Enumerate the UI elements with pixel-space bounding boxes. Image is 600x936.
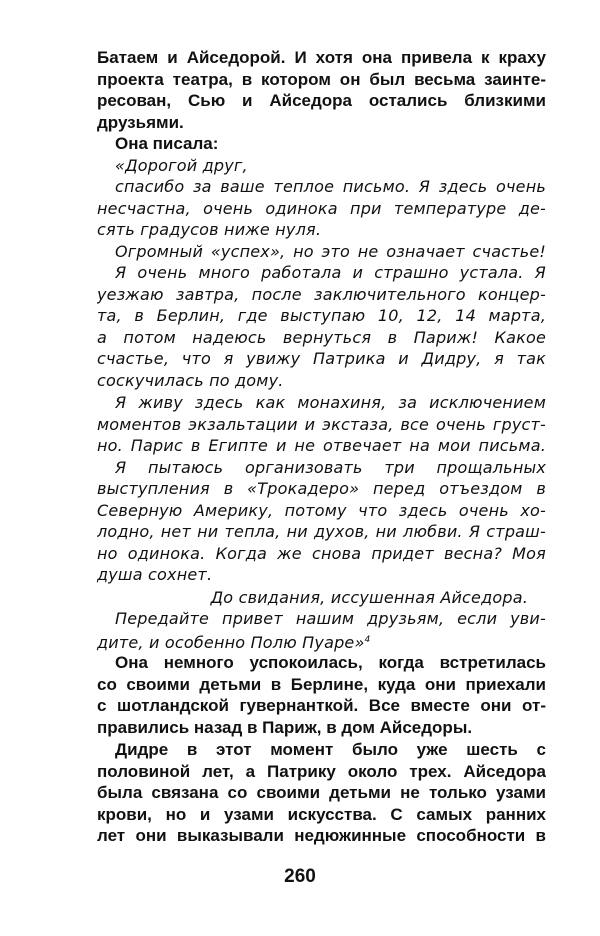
text-line: ресован, Сью и Айседора остались близкими — [97, 91, 546, 110]
letter-line: счастье, что я увижу Патрика и Дидру, я так — [97, 349, 546, 368]
text-line: Она писала: — [115, 134, 219, 153]
text-line: правились назад в Париж, в дом Айседоры. — [97, 717, 473, 737]
letter-line: но. Парис в Египте и не отвечает на мои письма. — [97, 436, 546, 455]
letter-line: а потом надеюсь вернуться в Париж! Какое — [97, 327, 546, 347]
text-line: лет они выказывали недюжинные способности в — [97, 826, 546, 845]
letter-line: несчастна, очень одинока при температуре де- — [97, 198, 546, 218]
text-line: проекта театра, в котором он был весьма заинте- — [97, 69, 546, 89]
text-line: Батаем и Айседорой. И хотя она привела к краху — [97, 48, 546, 67]
text-line: была связана со своими детьми не только узами — [97, 783, 546, 802]
page-number: 260 — [284, 866, 316, 887]
letter-line: сять градусов ниже нуля. — [97, 220, 322, 239]
text-line: половиной лет, а Патрику около трех. Айседора — [97, 761, 546, 781]
letter-line: соскучилась по дому. — [97, 370, 284, 390]
letter-line: Я живу здесь как монахиня, за исключением — [115, 393, 546, 412]
letter-line: «Дорогой друг, — [115, 155, 248, 175]
letter-line: Огромный «успех», но это не означает счастье! — [115, 241, 546, 261]
text-line: со своими детьми в Берлине, куда они приехали — [97, 674, 546, 694]
letter-line: Северную Америку, потому что здесь очень хо- — [97, 500, 546, 520]
letter-line: моментов экзальтации и экстаза, все очень груст- — [97, 414, 546, 434]
letter-line: лодно, нет ни тепла, ни духов, ни любви. Я страш- — [97, 522, 546, 541]
page-text — [97, 47, 546, 847]
letter-line — [97, 630, 546, 652]
letter-line: но одинока. Когда же снова придет весна? Моя — [97, 543, 546, 563]
letter-line: та, в Берлин, где выступаю 10, 12, 14 марта, — [97, 306, 546, 325]
letter-line: Я пытаюсь организовать три прощальных — [115, 457, 546, 477]
text-line: с шотландской гувернанткой. Все вместе они от- — [97, 696, 546, 715]
text-line: друзьями. — [97, 112, 184, 132]
letter-signature: До свидания, иссушенная Айседора. — [210, 587, 528, 607]
letter-line: уезжаю завтра, после заключительного концер- — [97, 284, 546, 304]
letter-line-text: дите, и особенно Полю Пуаре» — [97, 632, 365, 652]
letter-line: спасибо за ваше теплое письмо. Я здесь очень — [115, 177, 546, 196]
letter-line: душа сохнет. — [97, 565, 213, 584]
letter-line: Передайте привет нашим друзьям, если уви- — [115, 609, 546, 628]
footnote-mark: 4 — [364, 634, 371, 645]
letter-line: выступления в «Трокадеро» перед отъездом в — [97, 479, 546, 498]
letter-line: Я очень много работала и страшно устала. Я — [115, 263, 546, 282]
text-line: Дидре в этот момент было уже шесть с — [115, 740, 546, 759]
text-line: Она немного успокоилась, когда встретилась — [115, 653, 546, 672]
text-line: крови, но и узами искусства. С самых ранних — [97, 804, 546, 824]
